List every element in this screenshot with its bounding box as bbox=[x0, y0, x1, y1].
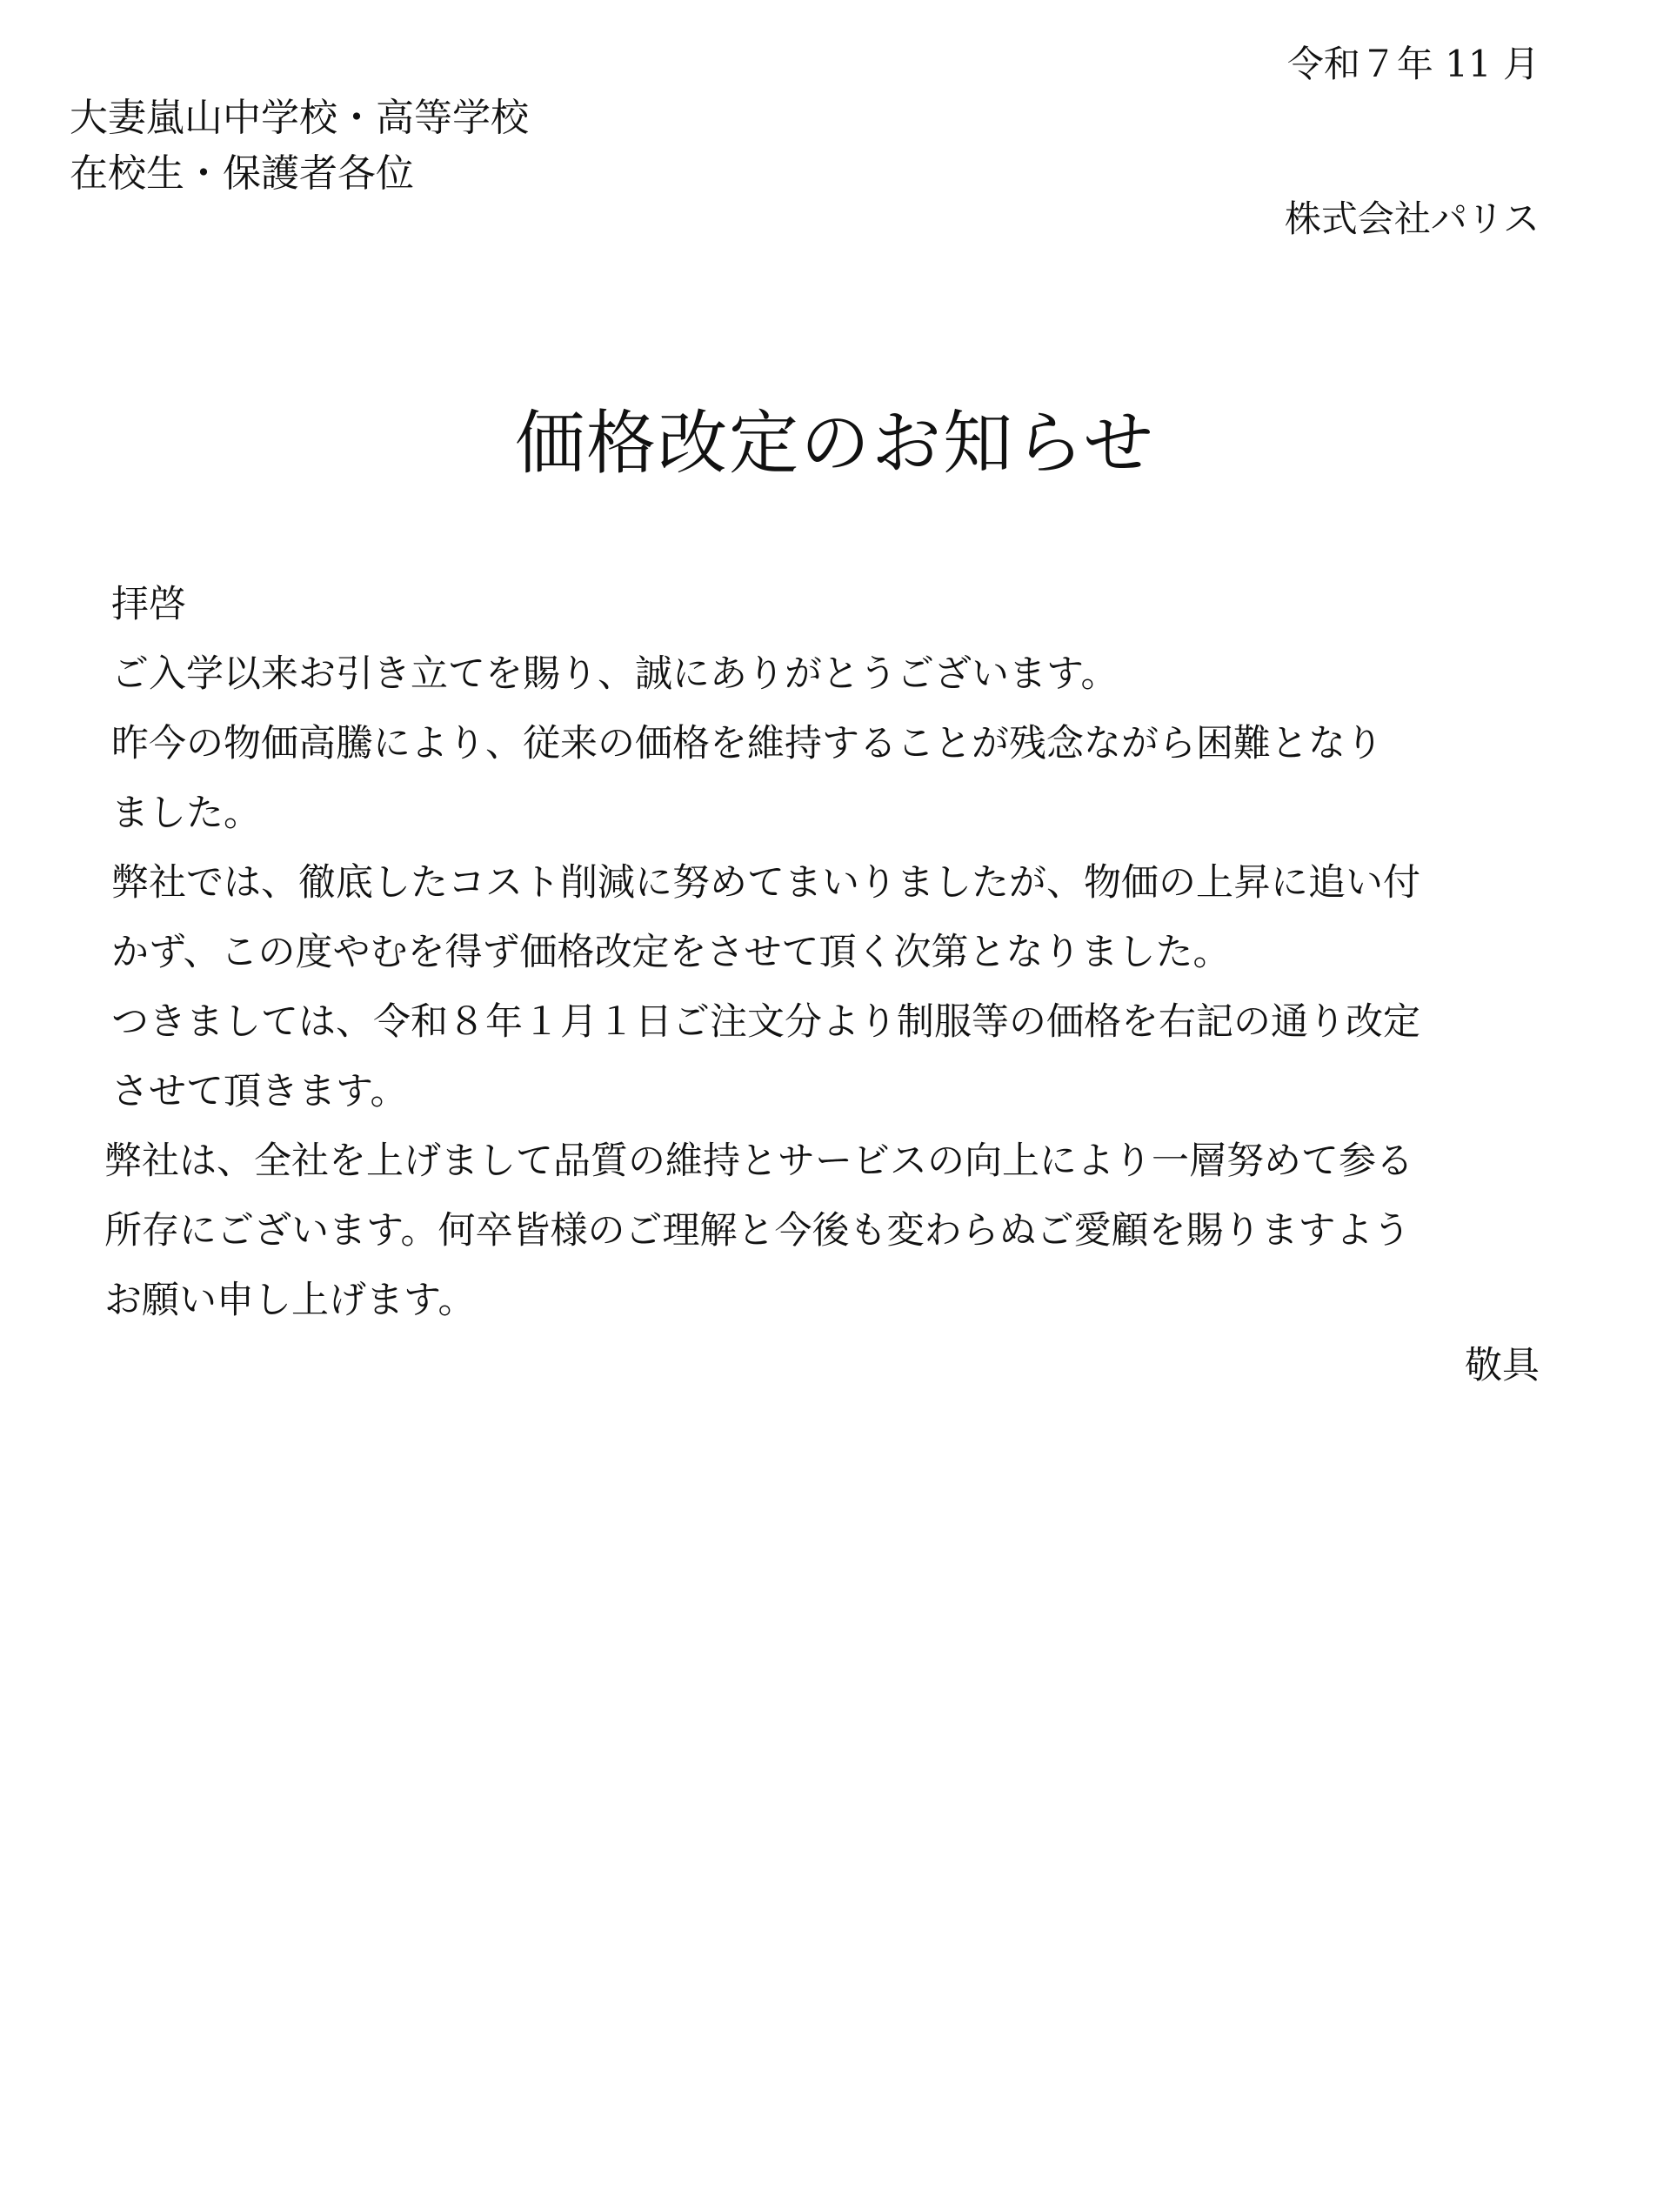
body-line: 所存にございます。何卒皆様のご理解と今後も変わらぬご愛顧を賜りますよう bbox=[104, 1209, 1411, 1253]
body-line: 弊社は、全社を上げまして品質の維持とサービスの向上により一層努めて参る bbox=[104, 1139, 1413, 1183]
letter-date: 令和７年 11 月 bbox=[1286, 43, 1540, 85]
recipient-school: 大妻嵐山中学校・高等学校 bbox=[70, 96, 529, 140]
body-line: ました。 bbox=[111, 792, 261, 835]
body-line: させて頂きます。 bbox=[111, 1070, 408, 1113]
body-line: お願い申し上げます。 bbox=[104, 1279, 476, 1322]
body-line: かず、この度やむを得ず価格改定をさせて頂く次第となりました。 bbox=[111, 931, 1231, 974]
body-line: 昨今の物価高騰により、従来の価格を維持することが残念ながら困難となり bbox=[111, 722, 1383, 765]
recipients bbox=[70, 90, 529, 202]
page-title: 価格改定のお知らせ bbox=[515, 403, 1155, 484]
body-line: 拝啓 bbox=[111, 583, 186, 626]
recipient-audience: 在校生・保護者各位 bbox=[70, 151, 414, 196]
body-line: つきましては、令和８年１月１日ご注文分より制服等の価格を右記の通り改定 bbox=[111, 1000, 1420, 1044]
body-line: ご入学以来お引き立てを賜り、誠にありがとうございます。 bbox=[111, 652, 1119, 696]
closing-remark: 敬具 bbox=[1465, 1344, 1540, 1387]
letter-body bbox=[104, 570, 1583, 1335]
sender-company: 株式会社パリス bbox=[1284, 197, 1540, 240]
body-line: 弊社では、徹底したコスト削減に努めてまいりましたが、物価の上昇に追い付 bbox=[111, 861, 1420, 905]
